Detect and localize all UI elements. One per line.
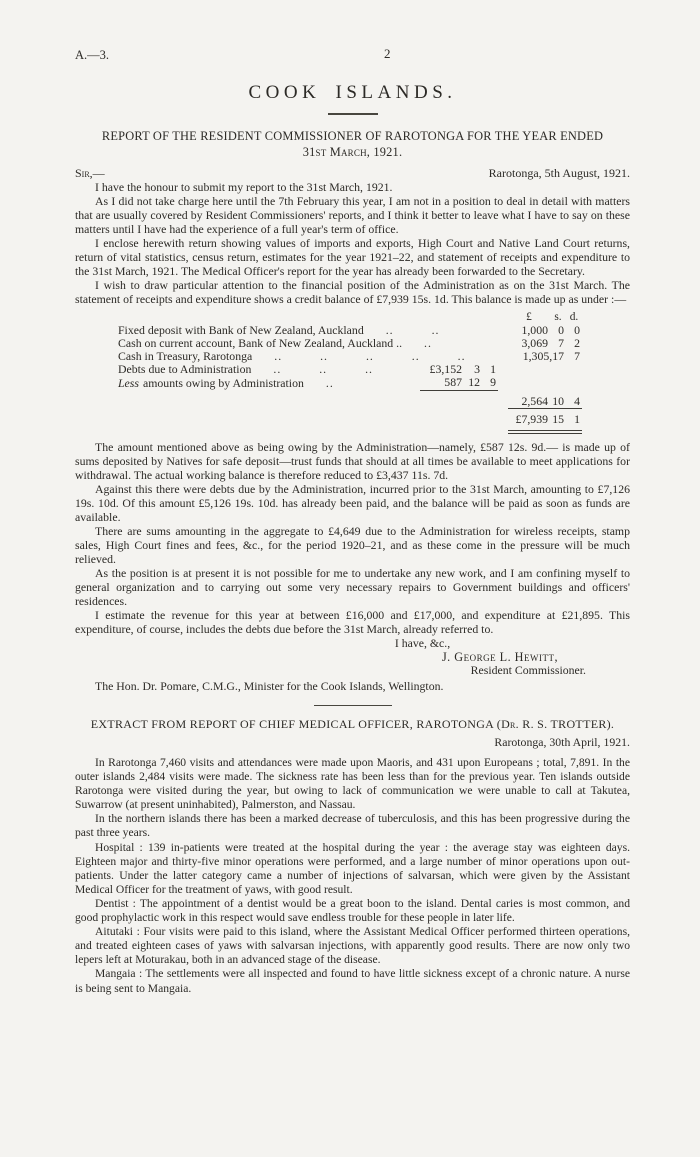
- report-heading-line2: 31st March, 1921.: [302, 144, 403, 159]
- balance-label: Cash in Treasury, Rarotonga: [118, 348, 253, 363]
- amount-shillings: 7: [558, 335, 564, 350]
- net-amount-pounds: 2,564: [521, 394, 548, 409]
- total-pence: 1: [566, 409, 582, 427]
- balance-total-row: [118, 409, 582, 427]
- report-heading: [75, 128, 630, 160]
- balance-net-debts-row: [118, 390, 582, 409]
- addressee-line: The Hon. Dr. Pomare, C.M.G., Minister for the Cook Islands, Wellington.: [95, 678, 444, 693]
- letter-paragraph-3: I enclose herewith return showing values of imports and exports, High Court and Native Land Court returns, return of vital statistics, census return, estimates for the year 1921–22, and statement of receipts and expenditure to the 31st March, 1921. The Medical Officer's report for the year has already been forwarded to the Secretary.: [75, 235, 630, 278]
- letter-paragraph-2: As I did not take charge here until the 7th February this year, I am not in a position to deal in detail with matters that are usually covered by Resident Commissioners' reports, and I think it better to leave what I have to say on these matters until I have had the experience of a full year's term of office.: [75, 193, 630, 236]
- sub-amount-shillings: 12: [468, 375, 480, 390]
- sub-amount-pounds: £3,152: [429, 362, 462, 377]
- letter-dateline: Rarotonga, 5th August, 1921.: [488, 165, 630, 180]
- col-header-shillings: s.: [554, 310, 562, 323]
- balance-closing-rule-row: [118, 426, 582, 434]
- total-pounds: £7,939: [508, 409, 550, 427]
- extract-dateline: Rarotonga, 30th April, 1921.: [494, 735, 630, 750]
- title-rule: [328, 113, 378, 115]
- sub-amount-pence: 9: [490, 375, 496, 390]
- salutation: Sir,—: [75, 165, 105, 180]
- col-header-pounds: £: [526, 310, 532, 323]
- balance-label: Cash on current account, Bank of New Zealand, Auckland ..: [118, 335, 403, 350]
- balance-label: Debts due to Administration: [118, 362, 252, 377]
- letter-body: [75, 180, 630, 637]
- less-keyword: Less: [118, 375, 139, 390]
- letter-paragraph-4: I wish to draw particular attention to the financial position of the Administration as on the 31st March. The statement of receipts and expenditure shows a credit balance of £7,939 15s. 1d. This balance is made up as under :—: [75, 277, 630, 306]
- col-header-pence: d.: [569, 310, 579, 323]
- dot-leader: ..: [325, 375, 334, 390]
- sub-column-rule: [420, 390, 498, 409]
- extract-body: [75, 756, 630, 996]
- double-rule: [508, 430, 582, 434]
- balance-row-less-owing: [118, 376, 582, 390]
- amount-pence: 7: [574, 348, 580, 363]
- letter-paragraph-7: There are sums amounting in the aggregate to £4,649 due to the Administration for wireless receipts, stamp sales, High Court fines and fees, &c., for the period 1920–21, and as these come in the pressure will be much relieved.: [75, 524, 630, 567]
- balance-label: Fixed deposit with Bank of New Zealand, Auckland: [118, 322, 364, 337]
- salutation-row: [75, 166, 630, 180]
- letter-paragraph-1: I have the honour to submit my report to the 31st March, 1921.: [95, 179, 393, 194]
- amount-pounds: 3,069: [521, 335, 548, 350]
- letter-paragraph-8: As the position is at present it is not possible for me to undertake any new work, and I am confining myself to general organization and to carrying out some very necessary repairs to Government buildings and officers' residences.: [75, 566, 630, 609]
- dot-leader: ..: [424, 335, 432, 350]
- signature: J. George L. Hewitt,: [441, 649, 558, 664]
- signature-title: Resident Commissioner.: [470, 663, 586, 678]
- letter-paragraph-9: I estimate the revenue for this year at between £16,000 and £17,000, and expenditure at £21,895. This expenditure, of course, includes the debts due before the 31st March, already referred to.: [75, 608, 630, 637]
- sub-amount-shillings: 3: [474, 362, 480, 377]
- balance-table: [118, 311, 582, 435]
- extract-paragraph-6: Mangaia : The settlements were all inspected and found to have little sickness except of a chronic nature. A nurse is being sent to Mangaia.: [75, 967, 630, 995]
- balance-row-debts-due: [118, 363, 582, 376]
- page-number: 2: [384, 46, 391, 61]
- amount-pence: 0: [574, 322, 580, 337]
- extract-paragraph-5: Aitutaki : Four visits were paid to this island, where the Assistant Medical Officer performed thirteen operations, and treated eighteen cases of yaws with salvarsan injections, with apparently good results. There are now only two lepers left at Moturakau, both in an advanced stage of the disease.: [75, 925, 630, 967]
- page-header: [75, 48, 630, 62]
- balance-label: amounts owing by Administration: [142, 375, 304, 390]
- extract-paragraph-2: In the northern islands there has been a marked decrease of tuberculosis, and this has been progressive during the past three years.: [75, 812, 630, 840]
- extract-paragraph-1: In Rarotonga 7,460 visits and attendances were made upon Maoris, and 431 upon Europeans ; total, 7,891. In the outer islands 2,484 visits were made. The sickness rate has been less than for the previous year. Ten islands outside Rarotonga were visited during the year, but owing to lack of communication we were unable to call at Takutea, Suwarrow (at present uninhabited), Palmerston, and Nassau.: [75, 756, 630, 812]
- report-heading-line1: REPORT OF THE RESIDENT COMMISSIONER OF RAROTONGA FOR THE YEAR ENDED: [101, 128, 604, 143]
- dot-leader: .. .. ..: [273, 362, 373, 377]
- dot-leader: .. ..: [385, 322, 440, 337]
- sub-amount-pence: 1: [490, 362, 496, 377]
- extract-paragraph-4: Dentist : The appointment of a dentist would be a great boon to the island. Dental caries is most common, and good prophylactic work in this respect would save endless trouble for these people in later life.: [75, 896, 630, 925]
- letter-paragraph-5: The amount mentioned above as being owing by the Administration—namely, £587 12s. 9d.— is made up of sums deposited by Natives for safe deposit—trust funds that should at all times be available to meet applications for withdrawal. The actual working balance is therefore reduced to £3,437 11s. 7d.: [75, 440, 630, 483]
- amount-shillings: 0: [558, 322, 564, 337]
- net-amount-pence: 4: [574, 394, 580, 409]
- letter-paragraph-6: Against this there were debts due by the Administration, incurred prior to the 31st March, amounting to £7,126 19s. 10d. Of this amount £5,126 19s. 10d. has already been paid, and the balance will be paid as soon as funds are available.: [75, 482, 630, 525]
- closing-valediction: I have, &c.,: [394, 636, 451, 651]
- extract-heading: EXTRACT FROM REPORT OF CHIEF MEDICAL OFFICER, RAROTONGA (Dr. R. S. TROTTER).: [90, 717, 615, 732]
- document-reference: A.—3.: [75, 48, 110, 62]
- total-shillings: 15: [550, 409, 566, 427]
- extract-paragraph-3: Hospital : 139 in-patients were treated at the hospital during the year : the average stay was eighteen days. Eighteen major and thirty-five minor operations were performed, and a large number of minor operations upon out-patients. Under the latter category came a number of injections of salvarsan, which were given by the Assistant Medical Officer for the treatment of yaws, with good result.: [75, 840, 630, 896]
- amount-pounds: 1,000: [521, 322, 548, 337]
- sub-amount-pounds: 587: [444, 375, 462, 390]
- section-divider-rule: [314, 705, 392, 707]
- document-title: COOK ISLANDS.: [248, 82, 457, 103]
- amount-pounds-shillings: 1,305,17: [522, 348, 564, 363]
- amount-pence: 2: [574, 335, 580, 350]
- net-amount-shillings: 10: [552, 394, 564, 409]
- dot-leader: .. .. .. .. ..: [274, 348, 466, 363]
